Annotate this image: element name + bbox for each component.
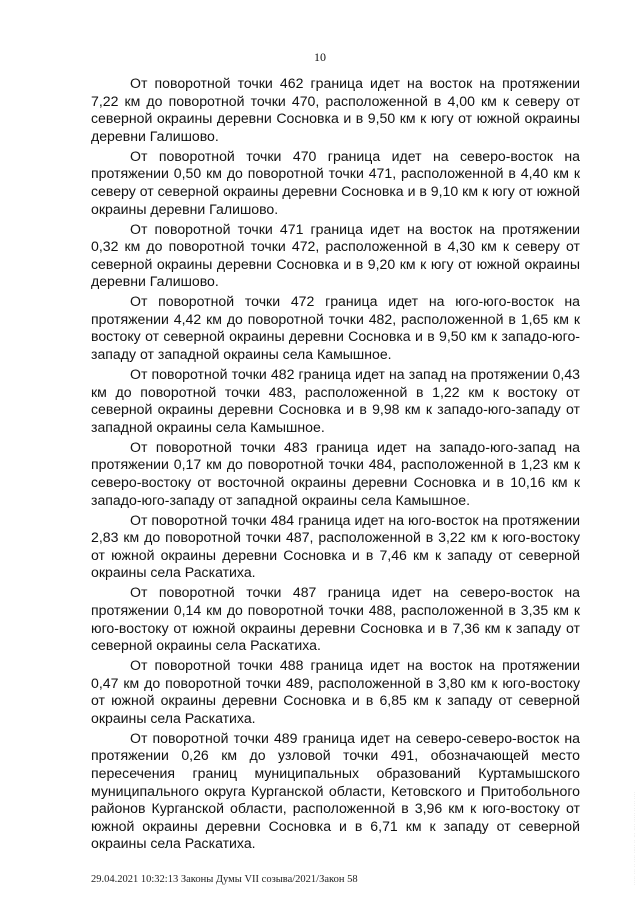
paragraph-2: От поворотной точки 470 граница идет на северо-восток на протяжении 0,50 км до поворотной точки 471, расположенной в 4,40 км к северу от северной окраины деревни Сосновка и в 9,10 км к югу от южной окраины деревни Галишово. [91,147,580,217]
margin-scan-mark: ····· ··· ·· ···· ····· ·· ··· ···· ····· ·· ··· ···· [632,791,637,885]
paragraph-6: От поворотной точки 483 граница идет на западо-юго-запад на протяжении 0,17 км до поворотной точки 484, расположенной в 1,23 км к северо-востоку от восточной окраины деревни Сосновка и в 10,16 км к западо-юго-западу от западной окраины села Камышное. [91,438,580,508]
paragraph-8: От поворотной точки 487 граница идет на северо-восток на протяжении 0,14 км до поворотной точки 488, расположенной в 3,35 км к юго-востоку от южной окраины деревни Сосновка и в 7,36 км к западу от северной окраины села Раскатиха. [91,584,580,654]
footer-stamp: 29.04.2021 10:32:13 Законы Думы VII созыва/2021/Закон 58 [91,874,358,885]
paragraph-9: От поворотной точки 488 граница идет на восток на протяжении 0,47 км до поворотной точки 489, расположенной в 3,80 км к юго-востоку от южной окраины деревни Сосновка и в 6,85 км к западу от северной окраины села Раскатиха. [91,657,580,726]
page-number: 10 [314,50,326,64]
document-body [91,75,580,855]
paragraph-7: От поворотной точки 484 граница идет на юго-восток на протяжении 2,83 км до поворотной точки 487, расположенной в 3,22 км к юго-востоку от южной окраины деревни Сосновка и в 7,46 км к западу от северной окраины села Раскатиха. [91,511,580,581]
paragraph-3: От поворотной точки 471 граница идет на восток на протяжении 0,32 км до поворотной точки 472, расположенной в 4,30 км к северу от северной окраины деревни Сосновка и в 9,20 км к югу от южной окраины деревни Галишово. [91,220,580,290]
paragraph-5: От поворотной точки 482 граница идет на запад на протяжении 0,43 км до поворотной точки 483, расположенной в 1,22 км к востоку от северной окраины деревни Сосновка и в 9,98 км к западо-юго-западу от западной окраины села Камышное. [91,366,580,435]
paragraph-10: От поворотной точки 489 граница идет на северо-северо-восток на протяжении 0,26 км до узловой точки 491, обозначающей место пересечения границ муниципальных образований Куртамышского муниципального округа Курганской области, Кетовского и Притобольного районов Курганской области, расположенной в 3,96 км к юго-востоку от южной окраины деревни Сосновка и в 6,71 км к западу от северной окраины села Раскатиха. [91,729,580,852]
paragraph-1: От поворотной точки 462 граница идет на восток на протяжении 7,22 км до поворотной точки 470, расположенной в 4,00 км к северу от северной окраины деревни Сосновка и в 9,50 км к югу от южной окраины деревни Галишово. [91,75,580,144]
paragraph-4: От поворотной точки 472 граница идет на юго-юго-восток на протяжении 4,42 км до поворотной точки 482, расположенной в 1,65 км к востоку от северной окраины деревни Сосновка и в 9,50 км к западо-юго-западу от западной окраины села Камышное. [91,293,580,363]
